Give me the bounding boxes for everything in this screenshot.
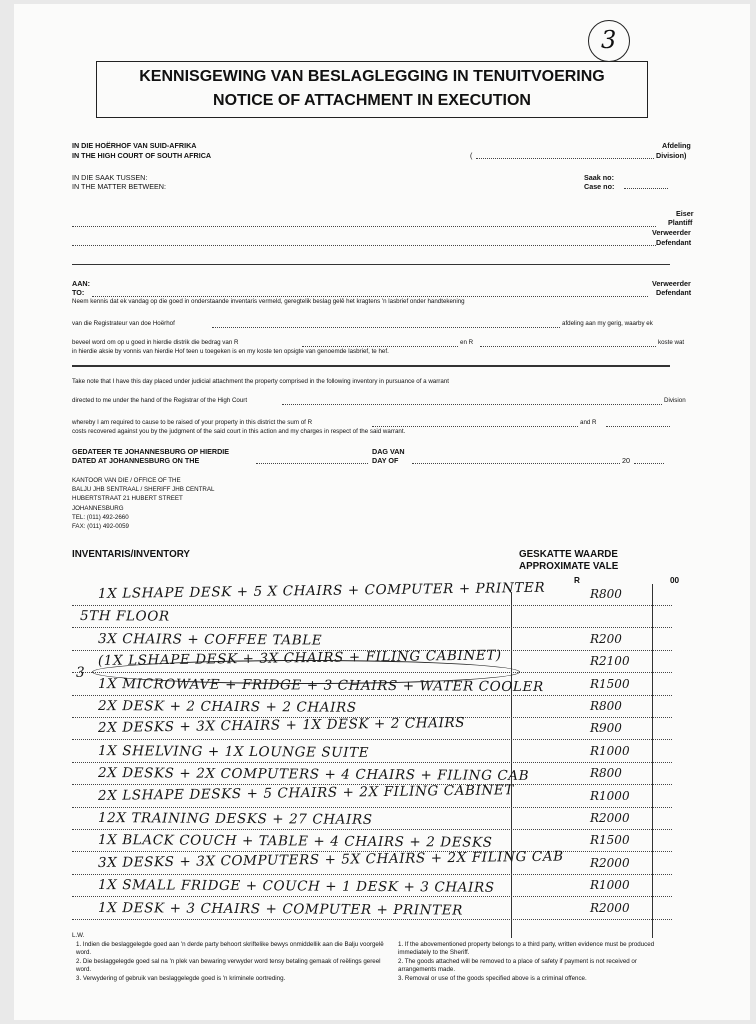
inventory-rule — [72, 605, 672, 606]
year-prefix: 20 — [622, 456, 630, 465]
inventory-item-value: R1000 — [590, 788, 630, 803]
inventory-item-value: R200 — [590, 631, 622, 646]
para-en-1: Take note that I have this day placed under judicial attachment the property comprised in the following inventory in pursuance of a warrant — [72, 378, 449, 385]
inventory-item-value: R1500 — [590, 833, 630, 848]
note-af: 2. Die beslaggelegde goed sal na 'n plek van bewaring verwyder word tensy betaling gemaak of reëlings gereel word. — [76, 958, 381, 973]
inventory-item-desc: 1X MICROWAVE + FRIDGE + 3 CHAIRS + WATER COOLER — [97, 675, 544, 695]
day-af: DAG VAN — [372, 447, 405, 456]
inventory-rule — [72, 829, 672, 830]
inventory-item-desc: 3X DESKS + 3X COMPUTERS + 5X CHAIRS + 2X FILING CAB — [97, 848, 564, 871]
lw-label: L.W. — [72, 932, 85, 939]
note-en: 2. The goods attached will be removed to a place of safety if payment is not received or arrangements made. — [398, 958, 637, 973]
inventory-item-desc: 1X DESK + 3 CHAIRS + COMPUTER + PRINTER — [97, 899, 464, 919]
note-en: 3. Removal or use of the goods specified above is a criminal offence. — [398, 975, 587, 983]
plaintiff-en: Plantiff — [668, 218, 693, 227]
inventory-item-desc: 1X SMALL FRIDGE + COUCH + 1 DESK + 3 CHAIRS — [97, 877, 495, 896]
inventory-rule — [72, 627, 672, 628]
case-no-en: Case no: — [584, 182, 615, 191]
para-af-3c: koste wat — [658, 339, 685, 346]
inventory-item-value: R1000 — [590, 878, 630, 893]
to-defendant-en: Defendant — [656, 288, 692, 297]
para-en-line-3 — [606, 426, 670, 427]
office-line: TEL: (011) 492-2660 — [72, 514, 129, 521]
note-af: 1. Indien die beslaggelegde goed aan 'n derde party behoort skriftelike bewys onmiddellik aan die Balju voorgelê word. — [76, 941, 384, 956]
inventory-item-value: R2000 — [590, 855, 630, 870]
inventory-item-desc: 12X TRAINING DESKS + 27 CHAIRS — [97, 810, 373, 828]
division-line — [476, 158, 654, 159]
line-marker: 3 — [76, 665, 86, 681]
day-line — [412, 463, 620, 464]
inventory-column-divider — [511, 592, 512, 938]
dated-en: DATED AT JOHANNESBURG ON THE — [72, 456, 200, 465]
title-box — [96, 61, 648, 118]
inventory-rule — [72, 739, 672, 740]
circled-entry — [92, 660, 520, 684]
matter-en: IN THE MATTER BETWEEN: — [72, 182, 166, 191]
office-line: FAX: (011) 492-0059 — [72, 523, 129, 530]
para-af-3a: beveel word om op u goed in hierdie distrik die bedrag van R — [72, 339, 239, 346]
office-line: JOHANNESBURG — [72, 505, 124, 512]
to-line — [92, 296, 648, 297]
defendant-line — [72, 245, 656, 246]
dated-line — [256, 463, 368, 464]
inventory-rule — [72, 896, 672, 897]
col-cents-heading: 00 — [670, 576, 680, 585]
inventory-item-desc: 2X LSHAPE DESKS + 5 CHAIRS + 2X FILING CABINET — [97, 781, 515, 804]
inventory-item-desc: 5TH FLOOR — [79, 608, 170, 626]
office-line: KANTOOR VAN DIE / OFFICE OF THE — [72, 477, 181, 484]
divider-2 — [72, 365, 670, 367]
inventory-rule — [72, 807, 672, 808]
matter-af: IN DIE SAAK TUSSEN: — [72, 173, 148, 182]
dated-af: GEDATEER TE JOHANNESBURG OP HIERDIE — [72, 447, 230, 456]
inventory-item-desc: 1X BLACK COUCH + TABLE + 4 CHAIRS + 2 DESKS — [97, 832, 493, 852]
para-af-line-1 — [212, 327, 560, 328]
inventory-item-value: R1500 — [590, 676, 630, 691]
inventory-item-desc: 1X LSHAPE DESK + 5 X CHAIRS + COMPUTER + PRINTER — [97, 579, 546, 602]
para-en-3b: and R — [580, 419, 597, 426]
division-en: Division) — [656, 151, 687, 160]
inventory-item-value: R800 — [590, 699, 622, 713]
value-heading-en: APPROXIMATE VALE — [519, 561, 619, 572]
title-english: NOTICE OF ATTACHMENT IN EXECUTION — [213, 92, 531, 109]
court-af: IN DIE HOËRHOF VAN SUID-AFRIKA — [72, 141, 197, 150]
title-afrikaans: KENNISGEWING VAN BESLAGLEGGING IN TENUITVOERING — [139, 68, 605, 85]
value-heading-af: GESKATTE WAARDE — [519, 549, 618, 560]
office-line: BALJU JHB SENTRAAL / SHERIFF JHB CENTRAL — [72, 486, 215, 493]
para-en-line-1 — [282, 404, 662, 405]
notes-en — [398, 941, 674, 983]
inventory-item-desc: 2X DESK + 2 CHAIRS + 2 CHAIRS — [97, 698, 357, 716]
office-line: HUBERTSTRAAT 21 HUBERT STREET — [72, 495, 183, 502]
inventory-item-desc: 3X CHAIRS + COFFEE TABLE — [97, 630, 323, 649]
page-number-circle — [588, 20, 630, 62]
inventory-rule — [72, 919, 672, 920]
inventory-item-value: R800 — [590, 587, 622, 601]
to-defendant-af: Verweerder — [652, 279, 691, 288]
inventory-item-value: R2000 — [590, 811, 630, 825]
para-en-2b: Division — [664, 397, 686, 404]
division-af: Afdeling — [662, 141, 691, 150]
para-af-2b: afdeling aan my gerig, waarby ek — [562, 320, 653, 327]
para-en-3a: whereby I am required to cause to be raised of your property in this district the sum of R — [72, 419, 313, 426]
para-af-line-3 — [480, 346, 656, 347]
inventory-item-value: R800 — [590, 766, 622, 781]
case-no-line — [624, 188, 668, 189]
divider-1 — [72, 264, 670, 265]
inventory-item-value: R2000 — [590, 900, 630, 915]
para-af-2a: van die Registrateur van doe Hoërhof — [72, 320, 175, 327]
defendant-en: Defendant — [656, 238, 692, 247]
inventory-item-value: R900 — [590, 721, 622, 736]
note-en: 1. If the abovementioned property belongs to a third party, written evidence must be produced immediately to the Sheriff. — [398, 941, 655, 956]
inventory-rule — [72, 695, 672, 696]
day-en: DAY OF — [372, 456, 399, 465]
to-en: TO: — [72, 288, 85, 297]
para-en-2a: directed to me under the hand of the Registrar of the High Court — [72, 397, 248, 404]
division-paren: ( — [470, 151, 473, 160]
inventory-item-desc: 2X DESKS + 3X CHAIRS + 1X DESK + 2 CHAIRS — [97, 715, 466, 737]
note-af: 3. Verwydering of gebruik van beslaggelegde goed is 'n kriminele oortreding. — [76, 975, 286, 983]
case-no-af: Saak no: — [584, 173, 614, 182]
plaintiff-af: Eiser — [676, 209, 694, 218]
notes-af — [76, 941, 388, 983]
plaintiff-line — [72, 226, 656, 227]
page-number: 3 — [601, 26, 617, 54]
para-af-3b: en R — [460, 339, 474, 346]
para-af-line-2 — [302, 346, 458, 347]
inventory-item-desc: 1X SHELVING + 1X LOUNGE SUITE — [97, 742, 370, 761]
inventory-rule — [72, 874, 672, 875]
inventory-item-desc: 2X DESKS + 2X COMPUTERS + 4 CHAIRS + FILING CAB — [97, 765, 530, 785]
para-af-1: Neem kennis dat ek vandag op die goed in onderstaande inventaris vermeld, geregtelik beslag gelê het kragtens 'n lasbrief onder handtekening — [72, 298, 465, 305]
inventory-item-desc: (1X LSHAPE DESK + 3X CHAIRS + FILING CABINET) — [97, 647, 502, 670]
inventory-heading: INVENTARIS/INVENTORY — [72, 549, 190, 560]
defendant-af: Verweerder — [652, 228, 691, 237]
inventory-rule — [72, 762, 672, 763]
year-line — [634, 463, 664, 464]
para-af-4: in hierdie aksie by vonnis van hierdie Hof teen u toegeken is en my koste ten opsigte van genoemde lasbrief, te hef. — [72, 348, 389, 355]
para-en-4: costs recovered against you by the judgment of the said court in this action and my charges in respect of the said warrant. — [72, 428, 406, 435]
to-af: AAN: — [72, 279, 90, 288]
col-r-heading: R — [574, 576, 580, 585]
inventory-item-value: R1000 — [590, 743, 630, 758]
court-en: IN THE HIGH COURT OF SOUTH AFRICA — [72, 151, 212, 160]
para-en-line-2 — [372, 426, 578, 427]
inventory-item-value: R2100 — [590, 654, 630, 669]
